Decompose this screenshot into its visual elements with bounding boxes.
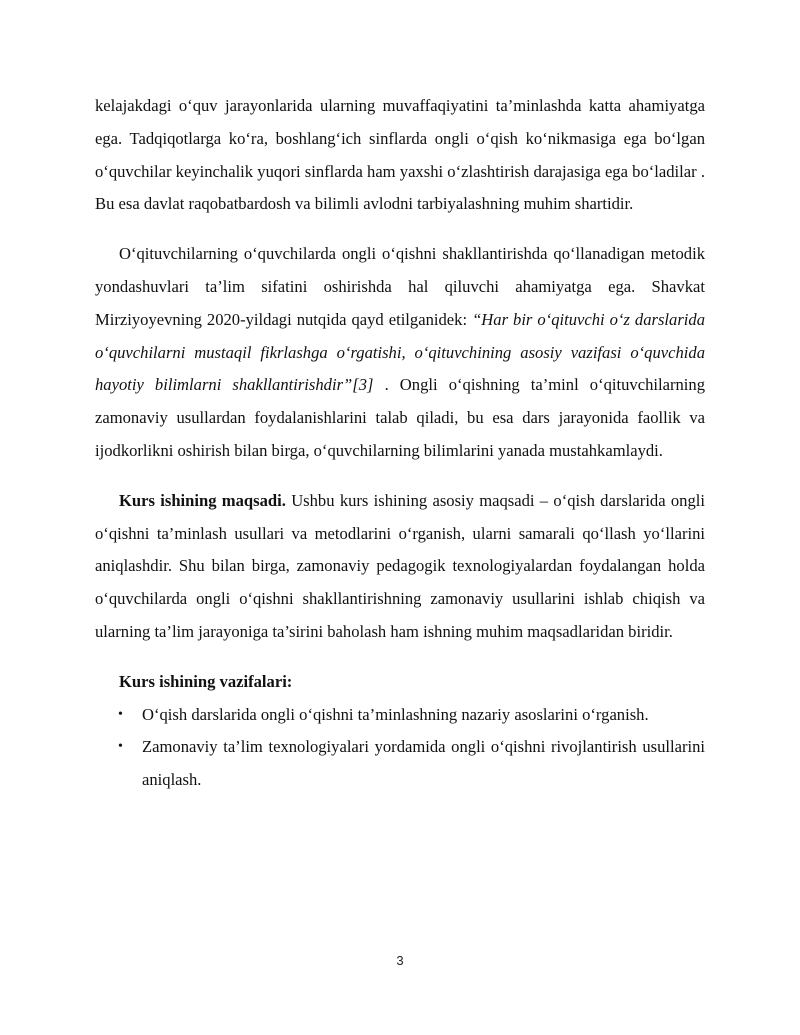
paragraph-teacher-methods xyxy=(95,238,705,468)
paragraph-text: Ushbu kurs ishining asosiy maqsadi – o‘qish darslarida ongli o‘qishni ta’minlash usullari va metodlarini o‘rganish, ularni samarali qo‘llash yo‘llarini aniqlashdir. Shu bilan birga, zamonaviy pedagogik texnologiyalardan foydalangan holda o‘quvchilarda ongli o‘qishni shakllantirishning zamonaviy usullarini ishlab chiqish va ularning ta’lim jarayoniga ta’sirini baholash ham ishning muhim maqsadlaridan biridir. xyxy=(95,490,705,641)
bullet-icon: • xyxy=(118,739,123,755)
document-page xyxy=(95,90,705,797)
section-heading-goal: Kurs ishining maqsadi. xyxy=(119,490,286,510)
section-heading-tasks: Kurs ishining vazifalari: xyxy=(119,671,293,691)
list-item-text: O‘qish darslarida ongli o‘qishni ta’minlashning nazariy asoslarini o‘rganish. xyxy=(142,704,649,724)
paragraph-text: O‘qituvchilarning o‘quvchilarda ongli o‘qishni shakllantirishda qo‘llanadigan metodik yondashuvlari ta’lim sifatini oshirishda hal qiluvchi ahamiyatga ega. Shavkat Mirziyoyevning 2020-yildagi nutqida qayd etilganidek: xyxy=(95,244,705,329)
list-item xyxy=(95,731,705,797)
paragraph-intro-continuation: kelajakdagi o‘quv jarayonlarida ularning muvaffaqiyatini ta’minlashda katta ahamiyatga ega. Tadqiqotlarga ko‘ra, boshlang‘ich sinflarda ongli o‘qish ko‘nikmasiga ega bo‘lgan o‘quvchilar keyinchalik yuqori sinflarda ham yaxshi o‘zlashtirish darajasiga ega bo‘ladilar . Bu esa davlat raqobatbardosh va bilimli avlodni tarbiyalashning muhim shartidir. xyxy=(95,96,705,214)
bullet-icon: • xyxy=(118,706,123,722)
list-item-text: Zamonaviy ta’lim texnologiyalari yordamida ongli o‘qishni rivojlantirish usullarini aniqlash. xyxy=(142,737,705,790)
tasks-list xyxy=(95,699,705,797)
president-quote: “Har bir o‘qituvchi o‘z darslarida o‘quvchilarni mustaqil fikrlashga o‘rgatishi, o‘qituvchining asosiy vazifasi o‘quvchida hayotiy bilimlarni shakllantirishdir”[3] xyxy=(95,309,706,395)
paragraph-course-goal xyxy=(95,485,705,649)
list-item xyxy=(95,699,705,732)
page-number: 3 xyxy=(396,953,404,968)
paragraph-text: . Ongli o‘qishning ta’minl o‘qituvchilarning zamonaviy usullardan foydalanishlarini talab qiladi, bu esa dars jarayonida faollik va ijodkorlikni oshirish bilan birga, o‘quvchilarning bilimlarini yanada mustahkamlaydi. xyxy=(95,375,705,460)
